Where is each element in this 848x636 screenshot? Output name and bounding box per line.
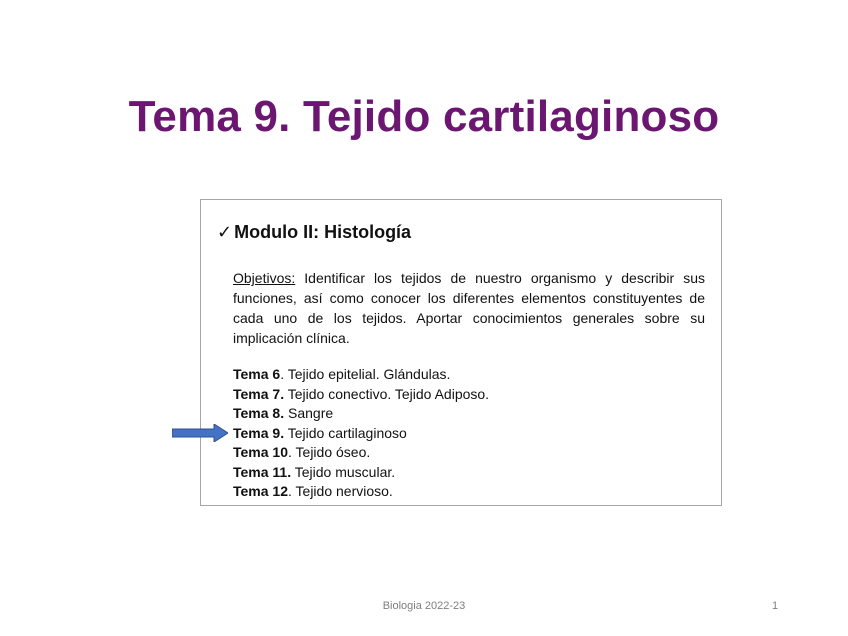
- topic-list: [233, 365, 489, 502]
- topic-item: [233, 482, 489, 502]
- footer-course: Biologia 2022-23: [382, 600, 466, 612]
- topic-label: Tema 7.: [233, 385, 285, 402]
- objectives-text: Identificar los tejidos de nuestro organismo y describir sus funciones, así como conocer los diferentes elementos constituyentes de cada uno de los tejidos. Aportar conocimientos generales sobre su implicación clínica.: [233, 270, 705, 346]
- module-heading: [217, 222, 411, 243]
- topic-item: [233, 365, 489, 385]
- objectives-label: Objetivos:: [233, 270, 296, 286]
- topic-label: Tema 12: [233, 483, 288, 499]
- topic-text: Tejido conectivo. Tejido Adiposo.: [284, 385, 490, 402]
- right-arrow-icon: [172, 424, 228, 442]
- topic-label: Tema 11.: [233, 463, 292, 480]
- topic-label: Tema 10: [233, 444, 288, 460]
- topic-item: [233, 443, 489, 463]
- checkmark-icon: ✓: [217, 222, 233, 242]
- topic-text: . Tejido óseo.: [288, 444, 371, 460]
- topic-item: [233, 404, 489, 424]
- topic-text: . Tejido nervioso.: [288, 483, 393, 499]
- topic-text: . Tejido epitelial. Glándulas.: [280, 366, 451, 382]
- topic-label: Tema 9.: [233, 424, 285, 441]
- topic-label: Tema 8.: [233, 405, 285, 421]
- slide-number: 1: [772, 600, 779, 612]
- topic-text: Tejido muscular.: [291, 463, 396, 480]
- topic-text: Tejido cartilaginoso: [284, 424, 407, 441]
- topic-item-current: [233, 424, 489, 444]
- slide-title: Tema 9. Tejido cartilaginoso: [128, 92, 720, 141]
- topic-text: Sangre: [284, 405, 334, 421]
- content-box: [200, 199, 722, 506]
- topic-item: [233, 463, 489, 483]
- module-title: Modulo II: Histología: [234, 222, 412, 242]
- objectives-paragraph: [233, 268, 705, 348]
- topic-label: Tema 6: [233, 366, 281, 382]
- topic-item: [233, 385, 489, 405]
